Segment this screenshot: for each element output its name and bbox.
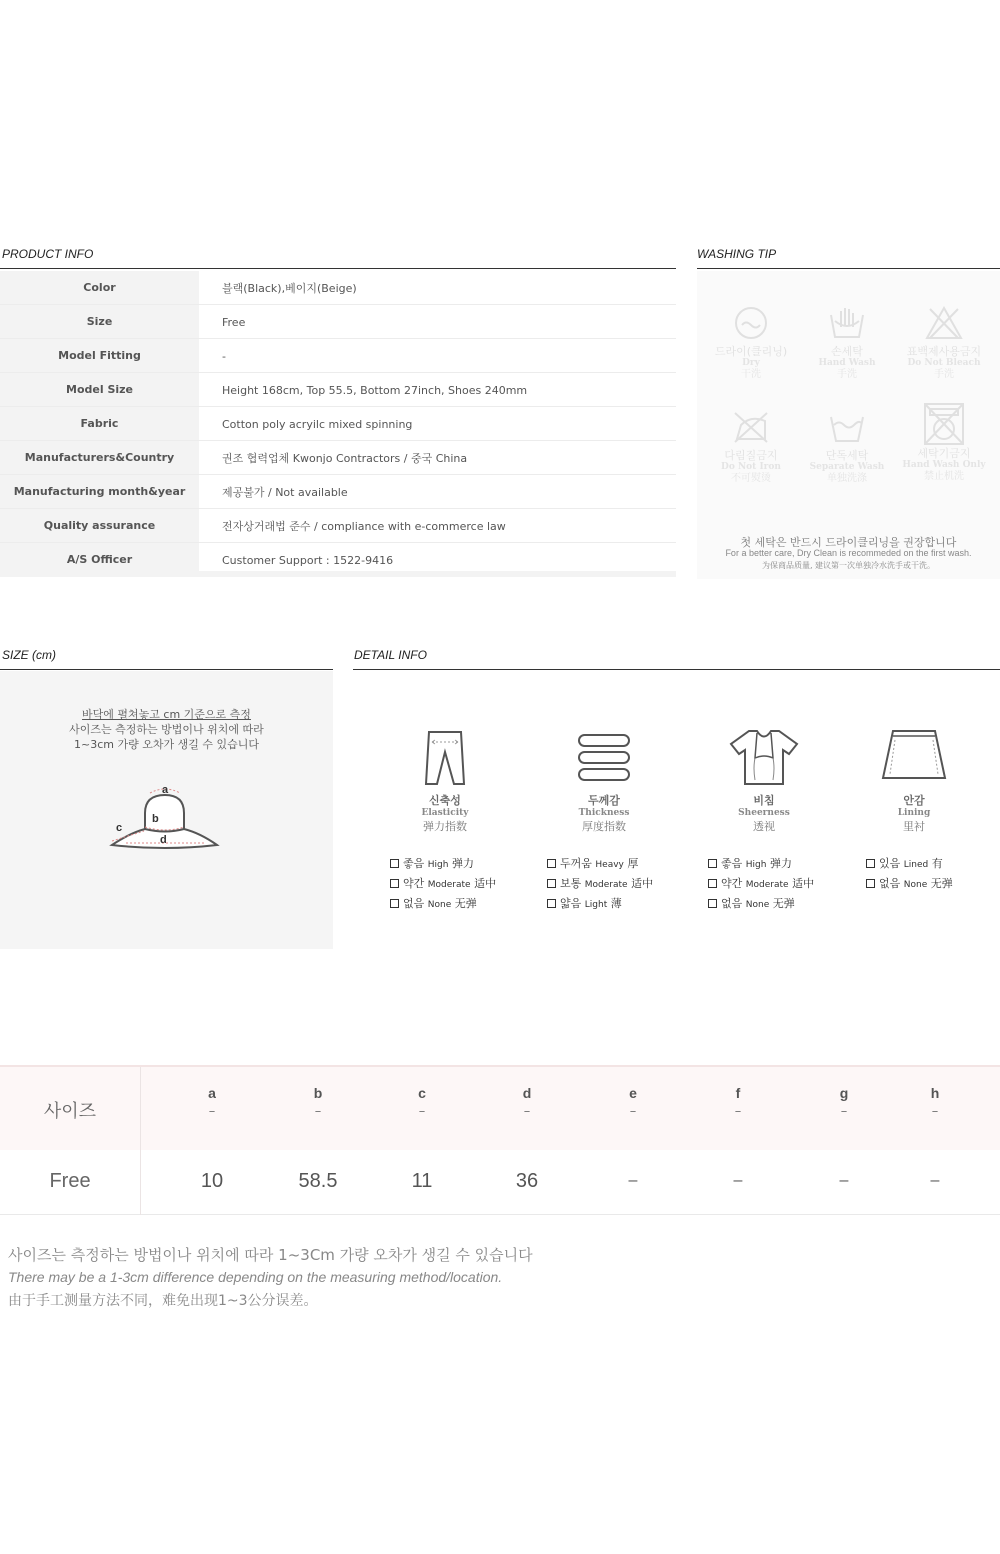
size-col-label-g: g — [839, 1085, 849, 1101]
wash-label-ko: 세탁기금지 — [917, 447, 971, 460]
size-value-c: 11 — [411, 1170, 433, 1192]
detail-label-en: Sheerness — [738, 808, 790, 818]
detail-label-en: Lining — [897, 808, 931, 818]
wash-label-zh: 禁止机洗 — [924, 471, 964, 482]
detail-label-ko: 두께감 — [588, 794, 620, 807]
wash-item-hand-wash — [797, 305, 897, 381]
checkbox[interactable] — [547, 859, 556, 868]
size-col-dash: – — [208, 1104, 216, 1119]
washing-panel — [697, 271, 1000, 579]
size-section-title: SIZE (cm) — [2, 648, 56, 662]
elasticity-icon — [420, 728, 470, 788]
detail-label-ko: 비침 — [753, 794, 775, 807]
size-value-f: – — [733, 1172, 743, 1189]
option-sheerness-high[interactable]: 좋음 High 弹力 — [708, 855, 792, 871]
size-col-label-f: f — [735, 1085, 741, 1101]
wash-label-ko: 다림질금지 — [724, 449, 778, 462]
washing-tip-divider — [697, 268, 1000, 269]
info-value: 블랙(Black),베이지(Beige) — [222, 282, 357, 295]
detail-col-elasticity — [395, 728, 495, 834]
option-sheerness-moderate[interactable]: 약간 Moderate 适中 — [708, 875, 814, 891]
wash-label-ko: 드라이(클리닝) — [714, 345, 788, 358]
checkbox[interactable] — [866, 879, 875, 888]
size-col-dash: – — [314, 1104, 322, 1119]
info-label: Size — [0, 305, 199, 338]
diagram-label-c: c — [116, 822, 123, 834]
diagram-label-d: d — [160, 834, 167, 846]
size-col-label-e: e — [629, 1085, 637, 1101]
thickness-icon — [576, 728, 632, 788]
diagram-label-b: b — [152, 813, 159, 825]
detail-label-zh: 里衬 — [903, 820, 925, 833]
option-sheerness-none[interactable]: 없음 None 无弹 — [708, 895, 795, 911]
size-table-row-header: 사이즈 — [43, 1101, 97, 1122]
size-col-label-a: a — [208, 1085, 216, 1101]
checkbox[interactable] — [866, 859, 875, 868]
info-row-manufacturing-date — [0, 475, 676, 509]
wash-label-ko: 단독세탁 — [825, 449, 869, 462]
size-col-label-b: b — [313, 1085, 323, 1101]
info-value: Free — [222, 316, 246, 329]
checkbox[interactable] — [708, 879, 717, 888]
detail-label-ko: 안감 — [903, 794, 925, 807]
checkbox[interactable] — [390, 879, 399, 888]
no-iron-icon — [731, 409, 771, 445]
size-col-label-h: h — [930, 1085, 940, 1101]
checkbox[interactable] — [547, 899, 556, 908]
wash-label-en: Do Not Iron — [721, 462, 781, 472]
wash-note-ko: 첫 세탁은 반드시 드라이클리닝을 권장합니다 — [740, 536, 957, 549]
info-label: Fabric — [0, 407, 199, 440]
wash-label-ko: 표백제사용금지 — [906, 345, 982, 358]
detail-col-lining — [864, 728, 964, 834]
lining-icon — [879, 728, 949, 788]
hand-wash-icon — [827, 305, 867, 341]
info-value: 전자상거래법 준수 / compliance with e-commerce law — [222, 520, 506, 533]
washing-tip-title: WASHING TIP — [697, 247, 777, 261]
wash-item-no-bleach — [894, 305, 994, 381]
option-elasticity-none[interactable]: 없음 None 无弹 — [390, 895, 477, 911]
wash-label-zh: 不可熨烫 — [731, 473, 771, 484]
wash-label-zh: 手洗 — [934, 369, 954, 380]
wash-label-zh: 手洗 — [837, 369, 857, 380]
info-value: 권조 협력업체 Kwonjo Contractors / 중국 China — [222, 452, 468, 465]
info-value: Cotton poly acryilc mixed spinning — [222, 418, 413, 431]
hat-diagram-icon — [100, 781, 230, 861]
wash-label-en: Separate Wash — [809, 462, 885, 472]
detail-info-divider — [353, 669, 1000, 670]
product-info-table — [0, 271, 676, 577]
wash-item-hand-wash-only — [894, 401, 994, 483]
size-note-line1: 바닥에 펼쳐놓고 cm 기준으로 측정 — [82, 708, 251, 721]
info-label: Color — [0, 271, 199, 304]
checkbox[interactable] — [547, 879, 556, 888]
info-label: Model Size — [0, 373, 199, 406]
sheerness-icon — [727, 728, 801, 788]
detail-label-zh: 透视 — [753, 820, 775, 833]
detail-info-title: DETAIL INFO — [354, 648, 427, 662]
separate-wash-icon — [827, 409, 867, 445]
dry-clean-icon — [731, 305, 771, 341]
checkbox[interactable] — [708, 859, 717, 868]
info-row-size — [0, 305, 676, 339]
wash-label-ko: 손세탁 — [831, 345, 863, 358]
checkbox[interactable] — [390, 899, 399, 908]
detail-label-zh: 弹力指数 — [423, 820, 467, 833]
info-label: A/S Officer — [0, 543, 199, 576]
size-table-size-name: Free — [49, 1170, 91, 1192]
checkbox[interactable] — [390, 859, 399, 868]
option-lining-none[interactable]: 없음 None 无弹 — [866, 875, 953, 891]
bottom-note-zh: 由于手工测量方法不同，难免出现1~3公分误差。 — [8, 1293, 318, 1309]
option-elasticity-moderate[interactable]: 약간 Moderate 适中 — [390, 875, 496, 891]
product-info-title: PRODUCT INFO — [2, 247, 94, 261]
detail-col-sheerness — [714, 728, 814, 834]
size-value-a: 10 — [200, 1170, 224, 1192]
wash-note-zh: 为保商品质量, 建议第一次单独冷水洗手或干洗。 — [761, 561, 936, 570]
wash-item-no-iron — [701, 409, 801, 485]
info-label: Manufacturers&Country — [0, 441, 199, 474]
size-col-dash: – — [523, 1104, 531, 1119]
option-elasticity-high[interactable]: 좋음 High 弹力 — [390, 855, 474, 871]
wash-label-en: Dry — [742, 358, 760, 368]
info-value: Customer Support : 1522-9416 — [222, 554, 394, 567]
size-value-h: – — [930, 1172, 940, 1189]
size-value-d: 36 — [515, 1170, 539, 1192]
info-label: Manufacturing month&year — [0, 475, 199, 508]
size-table-column-divider — [140, 1067, 141, 1215]
size-col-dash: – — [629, 1104, 637, 1119]
detail-label-ko: 신축성 — [429, 794, 461, 807]
option-lining-lined[interactable]: 있음 Lined 有 — [866, 855, 943, 871]
info-row-model-fitting — [0, 339, 676, 373]
info-table-footer — [0, 571, 676, 577]
info-value: 제공불가 / Not available — [222, 486, 348, 499]
info-row-quality — [0, 509, 676, 543]
detail-label-en: Thickness — [578, 808, 630, 818]
option-thickness-moderate[interactable]: 보통 Moderate 适中 — [547, 875, 653, 891]
wash-label-en: Hand Wash Only — [902, 460, 986, 470]
wash-item-separate-wash — [797, 409, 897, 485]
option-thickness-heavy[interactable]: 두꺼움 Heavy 厚 — [547, 855, 638, 871]
detail-col-thickness — [554, 728, 654, 834]
info-row-manufacturer — [0, 441, 676, 475]
size-col-dash: – — [734, 1104, 742, 1119]
product-info-divider — [0, 268, 676, 269]
wash-label-en: Do Not Bleach — [907, 358, 981, 368]
wash-note-en: For a better care, Dry Clean is recommeded on the first wash. — [725, 548, 972, 558]
size-col-dash: – — [840, 1104, 848, 1119]
wash-label-zh: 单独洗涤 — [827, 473, 867, 484]
size-value-b: 58.5 — [298, 1170, 338, 1192]
bottom-note-ko: 사이즈는 측정하는 방법이나 위치에 따라 1~3Cm 가량 오차가 생길 수 있습니다 — [8, 1246, 533, 1264]
info-value: - — [222, 350, 226, 363]
size-value-g: – — [839, 1172, 849, 1189]
size-section-divider — [0, 669, 333, 670]
bottom-note-en: There may be a 1-3cm difference depending on the measuring method/location. — [8, 1269, 503, 1285]
detail-label-en: Elasticity — [421, 808, 469, 818]
info-label: Model Fitting — [0, 339, 199, 372]
size-value-e: – — [628, 1172, 638, 1189]
size-note-line3: 1~3cm 가량 오차가 생길 수 있습니다 — [74, 738, 259, 751]
detail-label-zh: 厚度指数 — [582, 820, 626, 833]
checkbox[interactable] — [708, 899, 717, 908]
hand-wash-only-icon — [922, 401, 966, 447]
diagram-label-a: a — [162, 784, 169, 796]
size-note-line2: 사이즈는 측정하는 방법이나 위치에 따라 — [69, 723, 264, 736]
info-row-fabric — [0, 407, 676, 441]
wash-label-en: Hand Wash — [818, 358, 876, 368]
option-thickness-light[interactable]: 얇음 Light 薄 — [547, 895, 622, 911]
wash-item-dry — [701, 305, 801, 381]
info-label: Quality assurance — [0, 509, 199, 542]
size-col-dash: – — [418, 1104, 426, 1119]
info-value: Height 168cm, Top 55.5, Bottom 27inch, Shoes 240mm — [222, 384, 528, 397]
info-row-model-size — [0, 373, 676, 407]
size-panel — [0, 671, 333, 949]
size-col-label-d: d — [522, 1085, 532, 1101]
info-row-color — [0, 271, 676, 305]
size-col-label-c: c — [418, 1085, 426, 1101]
wash-label-zh: 干洗 — [741, 369, 761, 380]
size-col-dash: – — [931, 1104, 939, 1119]
no-bleach-icon — [924, 305, 964, 341]
